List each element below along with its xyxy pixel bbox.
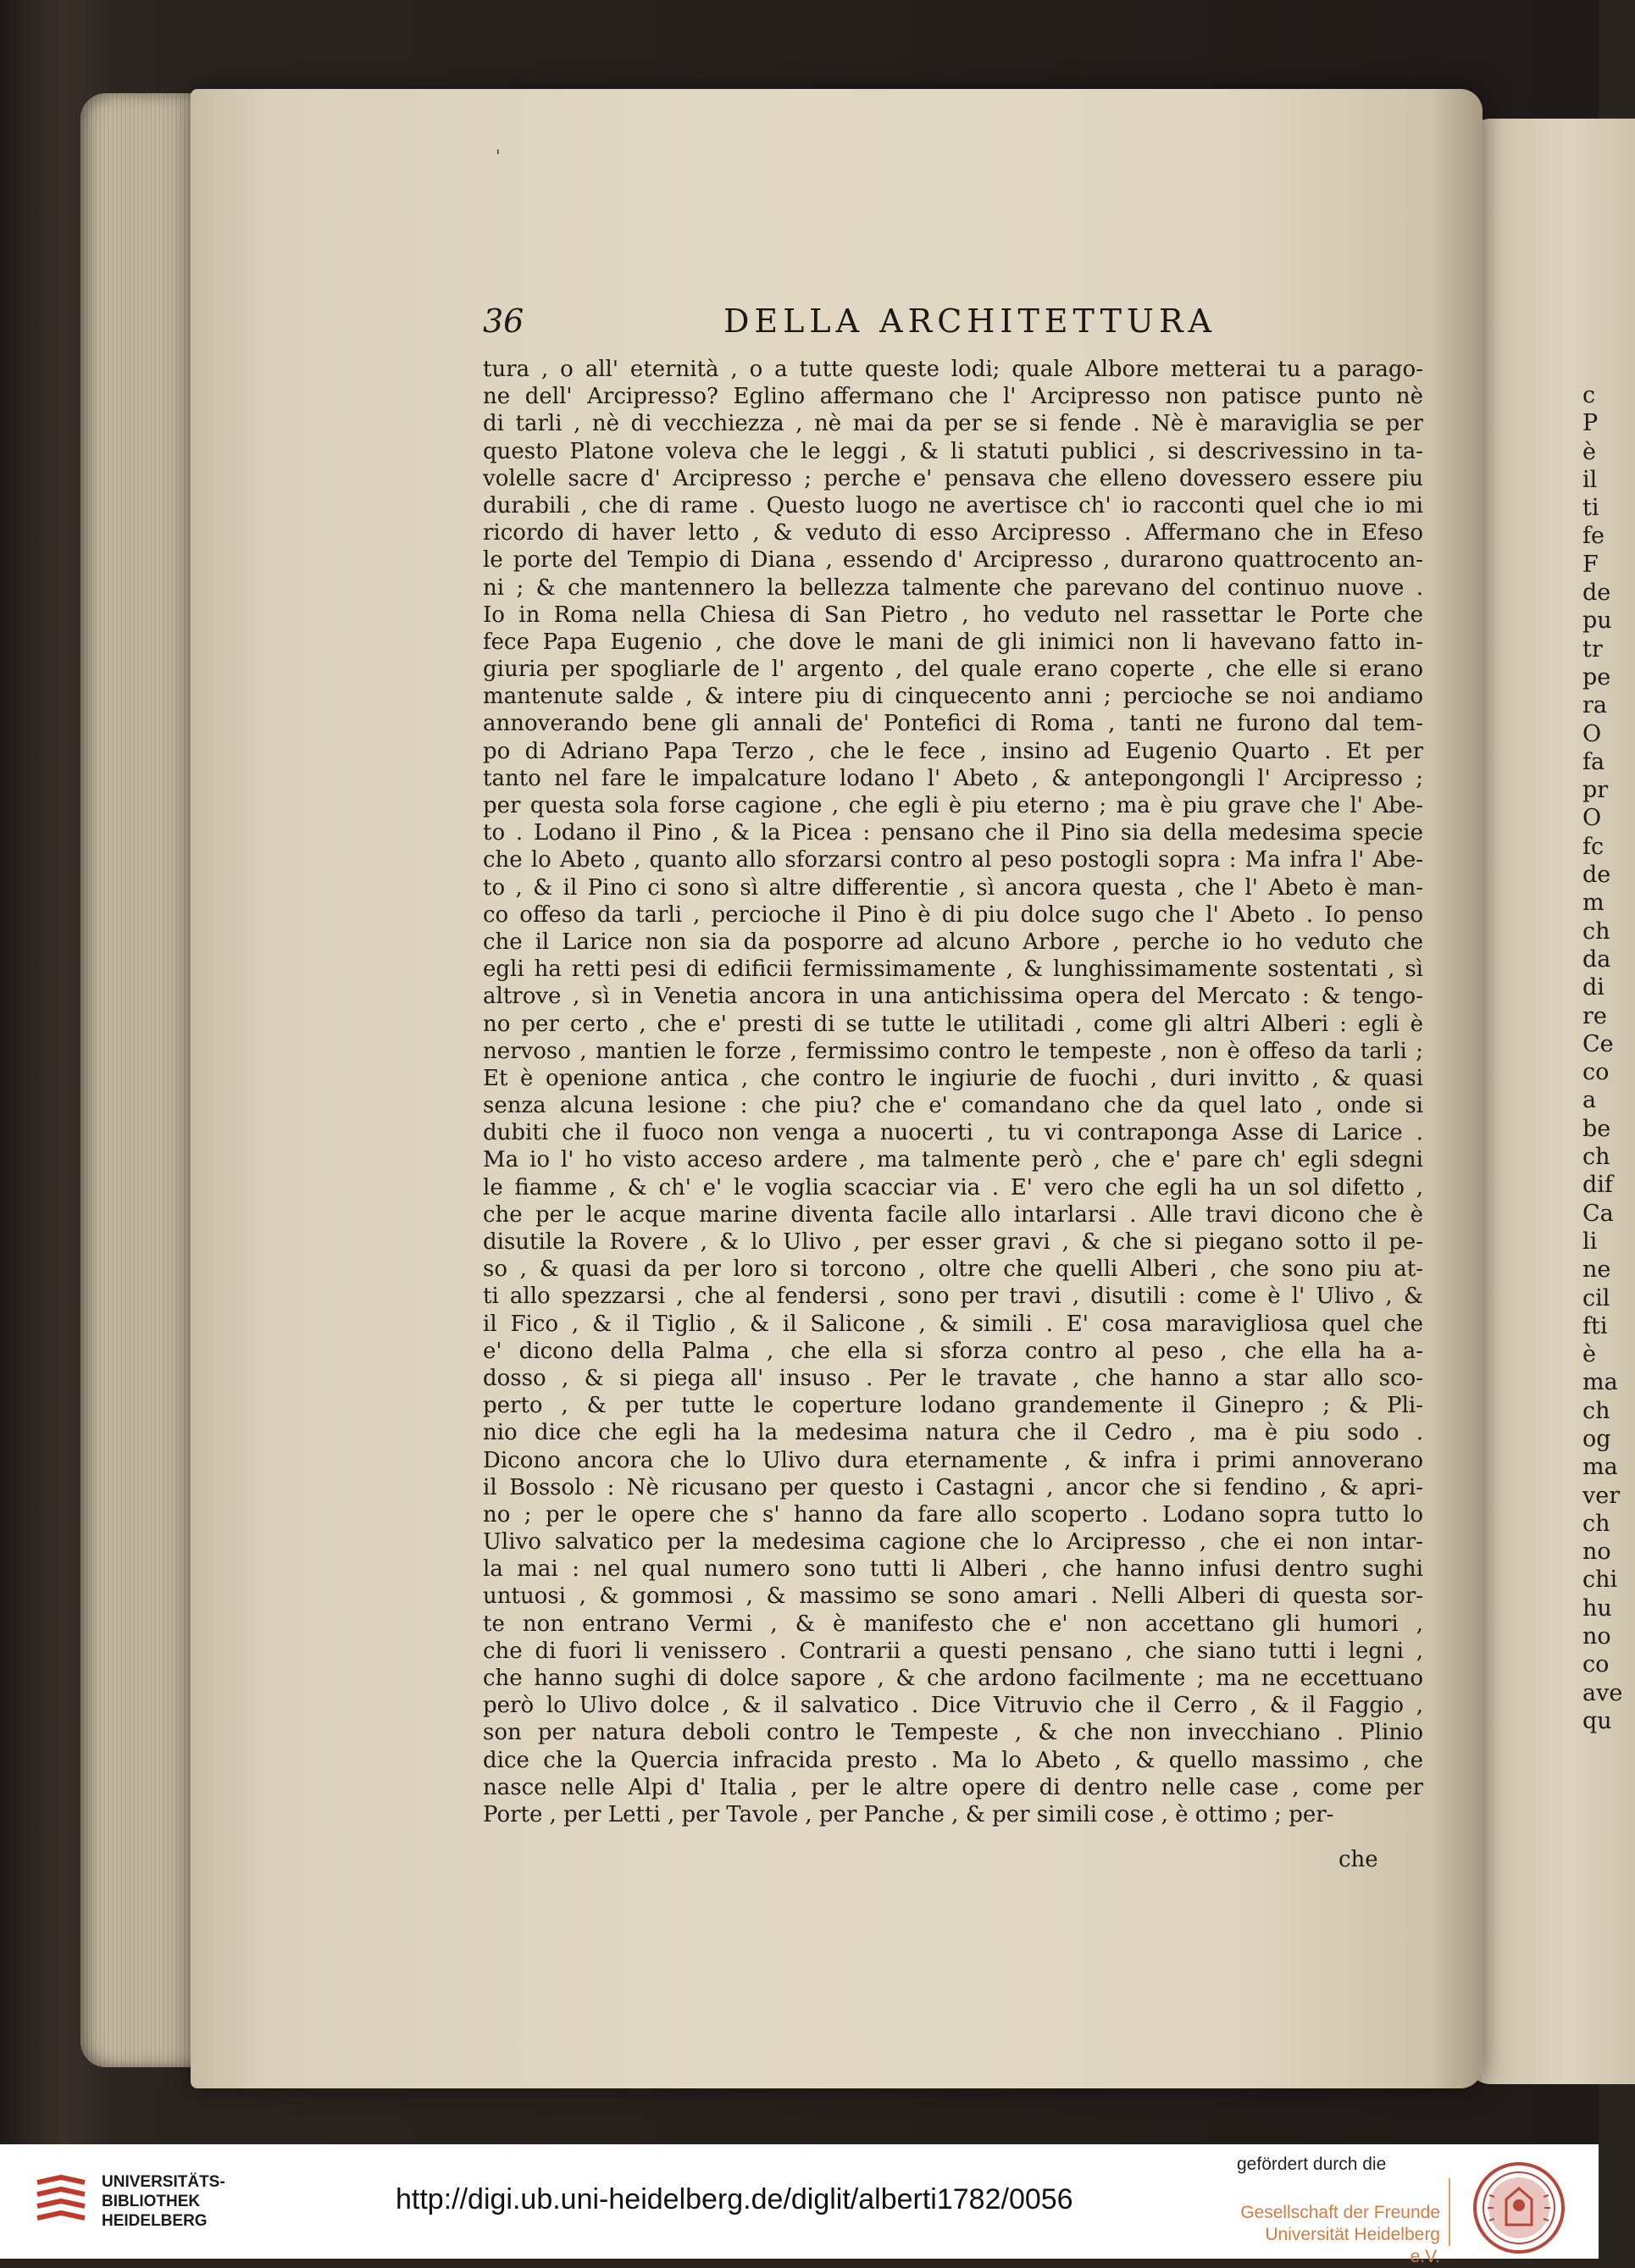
page-header [483, 302, 1423, 345]
text-line: ti allo spezzarsi , che al fendersi , sono per travi , disutili : come è l' Ulivo , & [483, 1284, 1423, 1310]
library-name-line: UNIVERSITÄTS- [102, 2173, 225, 2191]
facing-page-fragment: c [1582, 382, 1596, 408]
facing-page-fragment: ch [1582, 1397, 1610, 1424]
facing-page-fragment: ch [1582, 918, 1610, 945]
text-line: però lo Ulivo dolce , & il salvatico . Dice Vitruvio che il Cerro , & il Faggio , [483, 1693, 1423, 1719]
facing-page-fragment: fa [1582, 748, 1605, 775]
library-name [102, 2172, 225, 2231]
facing-page-fragment: di [1582, 974, 1605, 1001]
text-line: il Bossolo : Nè ricusano per questo i Castagni , ancor che si fendino , & apri- [483, 1474, 1423, 1500]
facing-page-fragment: Ce [1582, 1030, 1614, 1057]
page-number: 36 [483, 302, 524, 340]
running-title: DELLA ARCHITETTURA [723, 302, 1217, 340]
facing-page-fragment: il [1582, 466, 1598, 493]
footer-divider [1449, 2178, 1450, 2246]
sponsor-label: gefördert durch die [1237, 2154, 1387, 2174]
text-line: po di Adriano Papa Terzo , che le fece , insino ad Eugenio Quarto . Et per [483, 738, 1423, 764]
viewer-footer [0, 2144, 1599, 2266]
facing-page-fragment: pr [1582, 777, 1609, 804]
facing-page-fragment: O [1582, 720, 1602, 747]
facing-page-fragment: chi [1582, 1567, 1618, 1594]
text-line: le fiamme , & ch' e' le voglia scacciar via . E' vero che egli ha un sol difetto , [483, 1174, 1423, 1201]
facing-page-fragment: a [1582, 1087, 1597, 1114]
facing-page-fragment: pu [1582, 607, 1612, 635]
library-name-line: HEIDELBERG [102, 2212, 208, 2230]
text-line: co offeso da tarli , percioche il Pino è di piu dolce sugo che l' Abeto . Io penso [483, 901, 1423, 928]
text-line: senza alcuna lesione : che piu? che e' comandano che da quel lato , onde si [483, 1093, 1423, 1119]
facing-page-fragment: è [1582, 438, 1596, 465]
text-line: te non entrano Vermi , & è manifesto che e' non accettano gli humori , [483, 1611, 1423, 1637]
facing-page-fragment: no [1582, 1623, 1611, 1650]
text-line: ni ; & che mantennero la bellezza talmente che parevano del continuo nuove . [483, 574, 1423, 601]
facing-page-fragment: dif [1582, 1172, 1613, 1199]
facing-page-fragment: re [1582, 1002, 1607, 1029]
facing-page-fragment: ra [1582, 692, 1608, 719]
text-line: son per natura deboli contro le Tempeste , & che non invecchiano . Plinio [483, 1720, 1423, 1746]
text-line: Dicono ancora che lo Ulivo dura eternamente , & infra i primi annoverano [483, 1447, 1423, 1473]
text-line: nervoso , mantien le forze , fermissimo contro le tempeste , non è offeso da tarli ; [483, 1038, 1423, 1064]
facing-page-fragment: no [1582, 1539, 1611, 1566]
text-line: giuria per spogliarle de l' argento , del quale erano coperte , che elle si erano [483, 657, 1423, 683]
text-line: nio dice che egli ha la medesima natura che il Cedro , ma è piu sodo . [483, 1420, 1423, 1446]
facing-page-fragment: Ca [1582, 1200, 1614, 1227]
text-line: che il Larice non sia da posporre ad alcuno Arbore , perche io ho veduto che [483, 929, 1423, 955]
text-line: egli ha retti pesi di edificii fermissimamente , & lunghissimamente sostentati , sì [483, 957, 1423, 983]
facing-page-fragment: è [1582, 1341, 1596, 1368]
text-line: per questa sola forse cagione , che egli è piu eterno ; ma è piu grave che l' Abe- [483, 793, 1423, 818]
sponsor-name[interactable] [1239, 2202, 1440, 2268]
text-line: ne dell' Arcipresso? Eglino affermano che l' Arcipresso non patisce punto nè [483, 384, 1423, 410]
text-line: to . Lodano il Pino , & la Picea : pensano che il Pino sia della medesima specie [483, 820, 1423, 846]
facing-page-fragment: hu [1582, 1594, 1612, 1622]
facing-page-fragment: og [1582, 1425, 1611, 1452]
facing-page-fragment: ch [1582, 1144, 1610, 1171]
text-line: untuosi , & gommosi , & massimo se sono amari . Nelli Alberi di questa sor- [483, 1583, 1423, 1610]
text-line: tanto nel fare le impalcature lodano l' Abeto , & antepongongli l' Arcipresso ; [483, 765, 1423, 791]
facing-page-fragment: de [1582, 579, 1611, 607]
facing-page-fragment: ti [1582, 495, 1599, 522]
facing-page-fragment: ave [1582, 1679, 1623, 1706]
university-library-logo-icon[interactable] [32, 2172, 91, 2232]
facing-page-fragment: m [1582, 890, 1605, 917]
text-line: volelle sacre d' Arcipresso ; perche e' pensava che elleno dovessero essere piu [483, 465, 1423, 491]
text-line: questo Platone voleva che le leggi , & li statuti publici , si descrivessino in ta- [483, 438, 1423, 464]
permalink-url[interactable]: http://digi.ub.uni-heidelberg.de/diglit/alberti1782/0056 [396, 2183, 1073, 2215]
text-line: che per le acque marine diventa facile allo intarlarsi . Alle travi dicono che è [483, 1201, 1423, 1228]
facing-page-fragment: O [1582, 805, 1602, 832]
text-line: le porte del Tempio di Diana , essendo d' Arcipresso , durarono quattrocento an- [483, 547, 1423, 574]
facing-page-fragment: co [1582, 1059, 1610, 1086]
facing-page-fragment: co [1582, 1651, 1610, 1678]
text-line: che hanno sughi di dolce sapore , & che ardono facilmente ; ma ne eccettuano [483, 1666, 1423, 1691]
text-line: Porte , per Letti , per Tavole , per Panche , & per simili cose , è ottimo ; per- [483, 1801, 1334, 1827]
text-line: la mai : nel qual numero sono tutti li Alberi , che hanno infusi dentro sughi [483, 1556, 1423, 1583]
facing-page-fragment: be [1582, 1115, 1611, 1142]
facing-page-fragment: cil [1582, 1284, 1610, 1311]
facing-page-fragment: pe [1582, 663, 1611, 690]
text-line: tura , o all' eternità , o a tutte queste lodi; quale Albore metterai tu a parago- [483, 357, 1423, 382]
text-line: Et è openione antica , che contro le ingiurie de fuochi , duri invitto , & quasi [483, 1065, 1423, 1091]
facing-page-fragment: ch [1582, 1510, 1610, 1537]
text-line: disutile la Rovere , & lo Ulivo , per esser gravi , & che si piegano sotto il pe- [483, 1229, 1423, 1255]
text-line: dosso , & si piega all' insuso . Per le travate , che hanno a star allo sco- [483, 1365, 1423, 1391]
text-line: annoverando bene gli annali de' Pontefici di Roma , tanti ne furono dal tem- [483, 711, 1423, 737]
text-line: so , & quasi da per loro si torcono , oltre che quelli Alberi , che sono piu at- [483, 1256, 1423, 1283]
facing-page-fragment: ver [1582, 1482, 1621, 1509]
facing-page-fragment: da [1582, 945, 1611, 973]
facing-page-fragment: fc [1582, 833, 1605, 860]
text-line: che lo Abeto , quanto allo sforzarsi contro al peso postogli sopra : Ma infra l' Abe- [483, 847, 1423, 873]
facing-page-fragment: ma [1582, 1369, 1618, 1396]
body-text [483, 356, 1423, 1828]
text-line: nasce nelle Alpi d' Italia , per le altre opere di dentro nelle case , come per [483, 1774, 1423, 1800]
text-line: Io in Roma nella Chiesa di San Pietro , ho veduto nel rassettar le Porte che [483, 602, 1423, 628]
text-line: fece Papa Eugenio , che dove le mani de gli inimici non li havevano fatto in- [483, 629, 1423, 655]
text-line: no ; per le opere che s' hanno da fare allo scoperto . Lodano sopra tutto lo [483, 1501, 1423, 1528]
text-line: Ma io l' ho visto acceso ardere , ma talmente però , che e' pare ch' egli sdegni [483, 1147, 1423, 1173]
facing-page-fragment: F [1582, 551, 1599, 578]
text-line: il Fico , & il Tiglio , & il Salicone , & simili . E' cosa maravigliosa quel che [483, 1311, 1423, 1337]
sponsor-name-line: Universität Heidelberg e.V. [1265, 2225, 1440, 2266]
facing-page-fragment: qu [1582, 1707, 1612, 1734]
facing-page-fragment: P [1582, 410, 1599, 437]
facing-page-fragment: ma [1582, 1454, 1618, 1481]
text-line: durabili , che di rame . Questo luogo ne avertisce ch' io racconti quel che io mi [483, 492, 1423, 518]
margin-mark: ' [496, 146, 501, 166]
text-line: e' dicono della Palma , che ella si sforza contro al peso , che ella ha a- [483, 1338, 1423, 1364]
library-name-line: BIBLIOTHEK [102, 2193, 201, 2210]
page-fore-edge [80, 93, 208, 2067]
text-line: Ulivo salvatico per la medesima cagione che lo Arcipresso , che ei non intar- [483, 1529, 1423, 1555]
facing-page-fragment: li [1582, 1228, 1598, 1255]
text-line: dubiti che il fuoco non venga a nuocerti , tu vi contraponga Asse di Larice . [483, 1120, 1423, 1146]
facing-page-fragment: tr [1582, 635, 1603, 663]
catchword: che [1338, 1847, 1378, 1872]
text-line: dice che la Quercia infracida presto . Ma lo Abeto , & quello massimo , che [483, 1747, 1423, 1773]
text-line: che di fuori li venissero . Contrarii a questi pensano , che siano tutti i legni , [483, 1638, 1423, 1664]
facing-page-fragment: fe [1582, 523, 1605, 550]
university-seal-icon [1472, 2161, 1566, 2254]
text-line: ricordo di haver letto , & veduto di esso Arcipresso . Affermano che in Efeso [483, 520, 1423, 546]
text-line: di tarli , nè di vecchiezza , nè mai da per se si fende . Nè è maraviglia se per [483, 411, 1423, 437]
text-line: altrove , sì in Venetia ancora in una antichissima opera del Mercato : & tengo- [483, 984, 1423, 1010]
text-line: perto , & per tutte le coperture lodano grandemente il Ginepro ; & Pli- [483, 1393, 1423, 1419]
facing-page-fragment: fti [1582, 1312, 1608, 1339]
facing-page-text [1582, 381, 1623, 1735]
text-line: to , & il Pino ci sono sì altre differentie , sì ancora questa , che l' Abeto è man- [483, 874, 1423, 901]
facing-page-fragment: de [1582, 862, 1611, 889]
text-line: mantenute salde , & intere piu di cinquecento anni ; percioche se noi andiamo [483, 684, 1423, 710]
sponsor-name-line: Gesellschaft der Freunde [1240, 2203, 1440, 2222]
text-line: no per certo , che e' presti di se tutte le utilitadi , come gli altri Alberi : egli è [483, 1011, 1423, 1037]
facing-page-fragment: ne [1582, 1256, 1611, 1284]
